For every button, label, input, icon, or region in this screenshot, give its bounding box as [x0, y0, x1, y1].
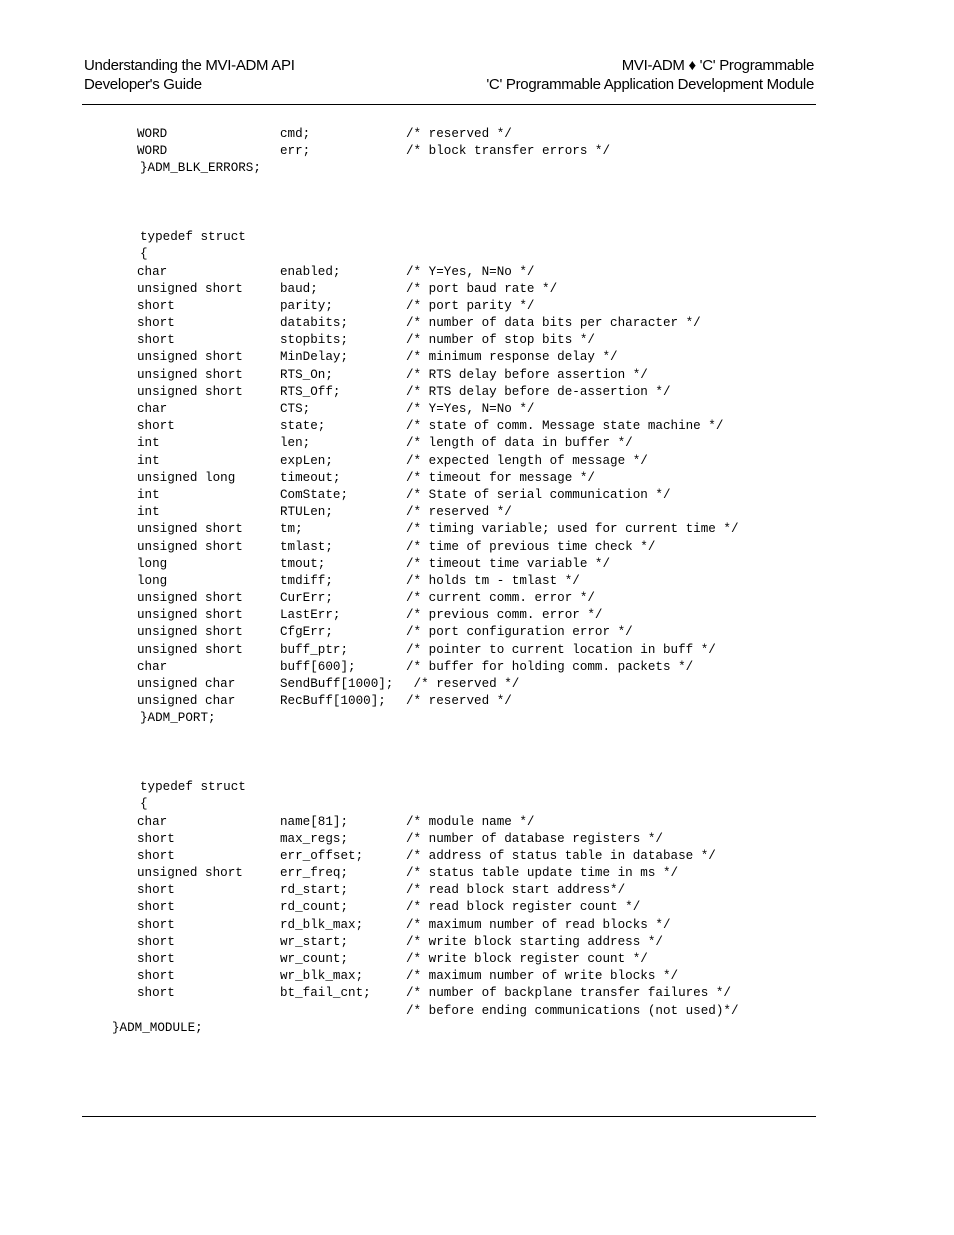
field-comment: /* timing variable; used for current time */ — [406, 522, 739, 537]
field-type: short — [137, 934, 175, 949]
code-line — [0, 659, 954, 676]
code-line — [0, 899, 954, 916]
field-comment: /* reserved */ — [406, 127, 512, 141]
field-type: short — [137, 831, 175, 846]
code-line — [0, 229, 954, 246]
field-comment: /* port configuration error */ — [406, 625, 633, 640]
code-line — [0, 693, 954, 710]
code-line — [0, 882, 954, 899]
field-type: unsigned short — [137, 539, 243, 554]
code-line — [0, 281, 954, 298]
field-type: int — [137, 453, 160, 468]
field-type: long — [137, 573, 168, 588]
code-line — [0, 332, 954, 349]
field-type: short — [137, 986, 175, 1001]
field-type: WORD — [137, 144, 168, 159]
field-type: short — [137, 419, 175, 434]
field-name: err_freq; — [280, 866, 349, 881]
struct-brace: { — [140, 247, 148, 262]
code-line — [0, 160, 954, 177]
code-line — [0, 590, 954, 607]
field-name: name[81]; — [280, 814, 349, 829]
field-type: char — [137, 659, 168, 674]
field-type: long — [137, 556, 168, 571]
field-comment: /* holds tm - tmlast */ — [406, 573, 580, 588]
code-line — [0, 642, 954, 659]
field-comment: /* port parity */ — [406, 298, 535, 313]
code-line — [0, 951, 954, 968]
field-type: unsigned short — [137, 608, 243, 623]
field-name: ComState; — [280, 487, 349, 502]
field-type: short — [137, 316, 175, 331]
code-line — [0, 1020, 954, 1037]
struct-close: }ADM_PORT; — [140, 711, 216, 726]
field-type: unsigned short — [137, 866, 243, 881]
field-name: rd_count; — [280, 900, 349, 915]
field-comment: /* maximum number of read blocks */ — [406, 917, 671, 932]
field-name: CTS; — [280, 402, 311, 416]
field-type: short — [137, 917, 175, 932]
field-type: short — [137, 900, 175, 915]
code-line — [0, 521, 954, 538]
field-comment: /* length of data in buffer */ — [406, 436, 633, 451]
code-line — [0, 779, 954, 796]
field-name: len; — [280, 436, 311, 451]
field-comment: /* port baud rate */ — [406, 281, 558, 296]
field-type: short — [137, 883, 175, 898]
field-name: SendBuff[1000]; — [280, 677, 394, 691]
field-name: bt_fail_cnt; — [280, 986, 371, 1001]
code-line — [0, 985, 954, 1002]
code-line — [0, 624, 954, 641]
code-line — [0, 710, 954, 727]
code-line — [0, 487, 954, 504]
field-type: char — [137, 402, 168, 416]
code-line — [0, 435, 954, 452]
field-type: unsigned short — [137, 384, 243, 399]
field-name: rd_blk_max; — [280, 917, 364, 932]
field-name: RecBuff[1000]; — [280, 694, 386, 709]
struct-close: }ADM_BLK_ERRORS; — [140, 161, 261, 176]
field-comment: /* reserved */ — [406, 694, 512, 709]
field-comment: /* state of comm. Message state machine */ — [406, 419, 724, 434]
field-comment: /* module name */ — [406, 814, 535, 829]
field-comment: /* read block start address*/ — [406, 883, 626, 898]
field-type: int — [137, 436, 160, 451]
field-name: cmd; — [280, 127, 311, 141]
code-line — [0, 315, 954, 332]
code-line — [0, 453, 954, 470]
code-listing — [0, 126, 954, 1037]
struct-brace: { — [140, 797, 148, 812]
field-type: int — [137, 505, 160, 520]
header-title: Understanding the MVI-ADM API — [84, 57, 295, 74]
field-comment: /* number of data bits per character */ — [406, 316, 701, 331]
field-name: RTULen; — [280, 505, 333, 520]
field-comment: /* reserved */ — [406, 505, 512, 520]
field-comment: /* status table update time in ms */ — [406, 866, 679, 881]
header-product: MVI-ADM ♦ 'C' Programmable — [621, 57, 814, 74]
field-comment: /* timeout for message */ — [406, 470, 595, 485]
field-name: wr_count; — [280, 952, 349, 966]
header-left — [84, 56, 295, 94]
field-name: rd_start; — [280, 883, 349, 898]
field-type: unsigned char — [137, 694, 236, 709]
field-comment: /* before ending communications (not used)*/ — [406, 1003, 739, 1018]
field-comment: /* number of database registers */ — [406, 831, 663, 846]
field-type: char — [137, 264, 168, 279]
struct-open: typedef struct — [140, 230, 246, 245]
field-name: LastErr; — [280, 608, 341, 623]
field-type: unsigned short — [137, 642, 243, 657]
code-line — [0, 246, 954, 263]
field-comment: /* maximum number of write blocks */ — [406, 969, 679, 984]
field-name: enabled; — [280, 264, 341, 279]
field-comment: /* current comm. error */ — [406, 591, 595, 606]
field-comment: /* write block register count */ — [406, 952, 648, 966]
field-comment: /* read block register count */ — [406, 900, 641, 915]
field-name: baud; — [280, 281, 318, 296]
code-line — [0, 504, 954, 521]
code-line — [0, 796, 954, 813]
field-type: int — [137, 487, 160, 502]
field-type: short — [137, 333, 175, 348]
code-line — [0, 143, 954, 160]
field-type: short — [137, 952, 175, 966]
field-name: tmdiff; — [280, 573, 333, 588]
field-name: state; — [280, 419, 326, 434]
code-line — [0, 367, 954, 384]
field-name: databits; — [280, 316, 349, 331]
field-comment: /* RTS delay before de-assertion */ — [406, 384, 671, 399]
field-type: short — [137, 848, 175, 863]
field-type: short — [137, 298, 175, 313]
code-line — [0, 1003, 954, 1020]
code-line — [0, 831, 954, 848]
field-name: RTS_Off; — [280, 384, 341, 399]
field-name: RTS_On; — [280, 367, 333, 382]
field-comment: /* State of serial communication */ — [406, 487, 671, 502]
code-line — [0, 298, 954, 315]
field-name: tm; — [280, 522, 303, 537]
footer-divider — [82, 1116, 816, 1117]
field-name: err; — [280, 144, 311, 159]
field-comment: /* block transfer errors */ — [406, 144, 611, 159]
field-comment: /* timeout time variable */ — [406, 556, 611, 571]
field-name: err_offset; — [280, 848, 364, 863]
field-name: tmlast; — [280, 539, 333, 554]
code-line — [0, 264, 954, 281]
field-comment: /* pointer to current location in buff */ — [406, 642, 716, 657]
code-line — [0, 470, 954, 487]
field-name: MinDelay; — [280, 350, 349, 365]
code-line — [0, 968, 954, 985]
field-name: timeout; — [280, 470, 341, 485]
header-subtitle: Developer's Guide — [84, 76, 202, 93]
field-name: buff_ptr; — [280, 642, 349, 657]
code-line — [0, 418, 954, 435]
code-line — [0, 917, 954, 934]
header-right — [486, 56, 814, 94]
code-line — [0, 349, 954, 366]
field-comment: /* number of stop bits */ — [406, 333, 595, 348]
field-type: unsigned short — [137, 522, 243, 537]
struct-close: }ADM_MODULE; — [112, 1020, 203, 1035]
field-type: unsigned short — [137, 367, 243, 382]
field-type: char — [137, 814, 168, 829]
field-comment: /* buffer for holding comm. packets */ — [406, 659, 694, 674]
field-type: unsigned short — [137, 591, 243, 606]
code-line — [0, 934, 954, 951]
code-line — [0, 848, 954, 865]
code-line — [0, 607, 954, 624]
code-line — [0, 126, 954, 143]
field-name: buff[600]; — [280, 659, 356, 674]
field-type: short — [137, 969, 175, 984]
field-name: stopbits; — [280, 333, 349, 348]
field-comment: /* write block starting address */ — [406, 934, 663, 949]
field-name: wr_start; — [280, 934, 349, 949]
field-name: wr_blk_max; — [280, 969, 364, 984]
field-comment: /* RTS delay before assertion */ — [406, 367, 648, 382]
field-comment: /* Y=Yes, N=No */ — [406, 402, 535, 416]
field-comment: /* reserved */ — [406, 677, 520, 691]
field-type: unsigned long — [137, 470, 236, 485]
field-comment: /* Y=Yes, N=No */ — [406, 264, 535, 279]
field-comment: /* minimum response delay */ — [406, 350, 618, 365]
code-line — [0, 401, 954, 418]
field-comment: /* previous comm. error */ — [406, 608, 603, 623]
code-line — [0, 539, 954, 556]
code-line — [0, 814, 954, 831]
code-line — [0, 556, 954, 573]
field-type: WORD — [137, 127, 168, 141]
header-product-desc: 'C' Programmable Application Development Module — [486, 76, 814, 93]
field-comment: /* address of status table in database */ — [406, 848, 716, 863]
field-type: unsigned short — [137, 625, 243, 640]
field-type: unsigned char — [137, 677, 236, 691]
field-name: CurErr; — [280, 591, 333, 606]
field-comment: /* time of previous time check */ — [406, 539, 656, 554]
field-comment: /* number of backplane transfer failures */ — [406, 986, 731, 1001]
field-comment: /* expected length of message */ — [406, 453, 648, 468]
code-line — [0, 676, 954, 693]
field-name: tmout; — [280, 556, 326, 571]
field-name: parity; — [280, 298, 333, 313]
field-type: unsigned short — [137, 350, 243, 365]
header-divider — [82, 104, 816, 105]
field-name: max_regs; — [280, 831, 349, 846]
code-line — [0, 384, 954, 401]
field-name: expLen; — [280, 453, 333, 468]
field-type: unsigned short — [137, 281, 243, 296]
struct-open: typedef struct — [140, 780, 246, 795]
code-line — [0, 573, 954, 590]
code-line — [0, 865, 954, 882]
field-name: CfgErr; — [280, 625, 333, 640]
